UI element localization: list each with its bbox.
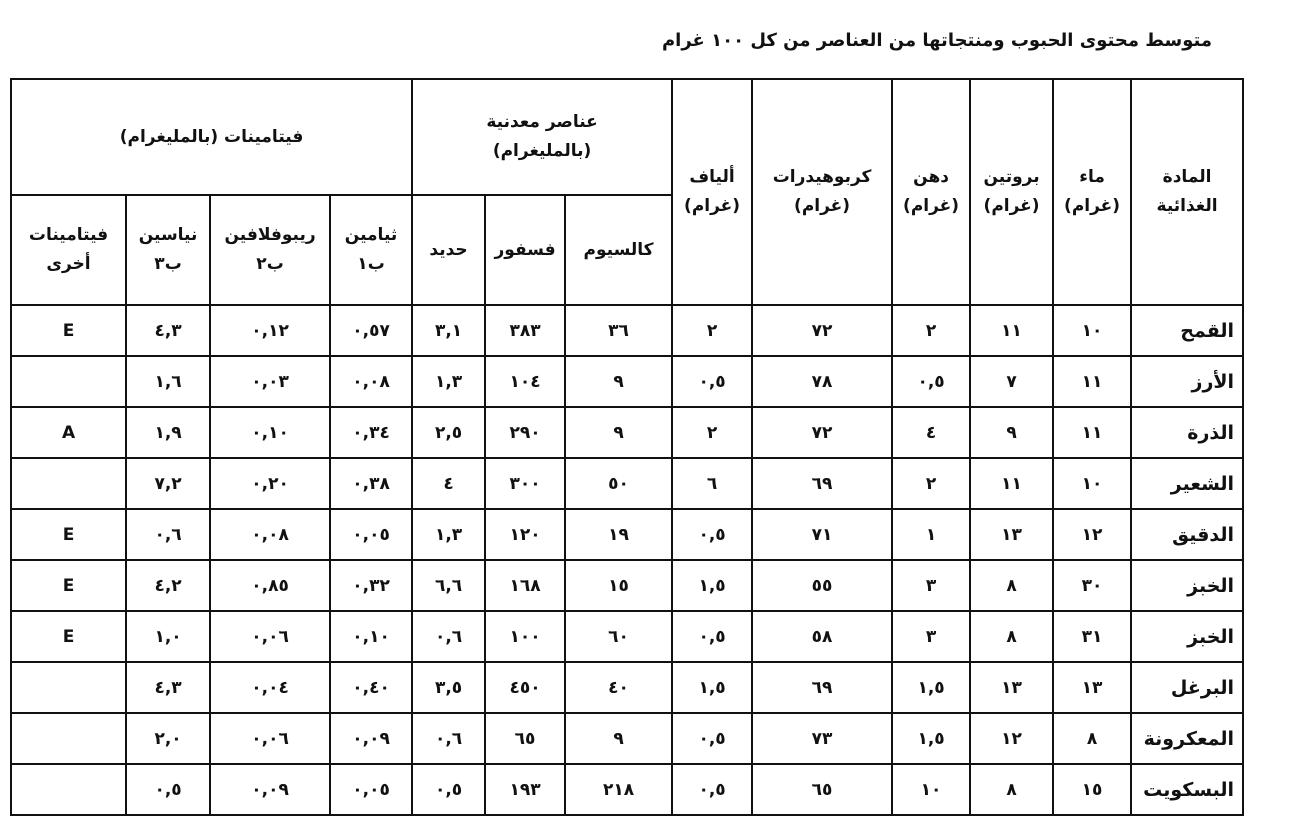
cell-iron: ٠,٦ [412, 713, 485, 764]
cell-calcium: ٩ [565, 713, 672, 764]
header-vitamin-b3: نياسين ب٣ [126, 195, 210, 305]
cell-vitamin-b3: ٤,٣ [126, 662, 210, 713]
cell-fiber: ١,٥ [672, 560, 752, 611]
cell-iron: ٠,٥ [412, 764, 485, 815]
cell-vitamin-b3: ٢,٠ [126, 713, 210, 764]
cell-phosphorus: ١٠٤ [485, 356, 565, 407]
cell-vitamin-b2: ٠,١٢ [210, 305, 330, 356]
header-water: ماء (غرام) [1053, 79, 1131, 305]
table-row [11, 560, 1243, 611]
cell-phosphorus: ١٩٣ [485, 764, 565, 815]
table-body [11, 305, 1243, 815]
cell-fat: ٠,٥ [892, 356, 970, 407]
cell-other-vitamins [11, 356, 126, 407]
cell-carbohydrates: ٦٩ [752, 662, 892, 713]
cell-fiber: ٠,٥ [672, 713, 752, 764]
table-row [11, 662, 1243, 713]
cell-water: ١٠ [1053, 305, 1131, 356]
cell-protein: ١٣ [970, 509, 1053, 560]
cell-vitamin-b1: ٠,٠٥ [330, 764, 412, 815]
header-fat: دهن (غرام) [892, 79, 970, 305]
cell-vitamin-b2: ٠,٠٦ [210, 713, 330, 764]
cell-other-vitamins: E [11, 509, 126, 560]
cell-protein: ٧ [970, 356, 1053, 407]
cell-other-vitamins [11, 764, 126, 815]
cell-vitamin-b1: ٠,٠٥ [330, 509, 412, 560]
cell-water: ١٢ [1053, 509, 1131, 560]
cell-phosphorus: ١٦٨ [485, 560, 565, 611]
cell-protein: ١٢ [970, 713, 1053, 764]
cell-calcium: ٣٦ [565, 305, 672, 356]
cell-vitamin-b1: ٠,٠٩ [330, 713, 412, 764]
cell-vitamin-b3: ٧,٢ [126, 458, 210, 509]
cell-calcium: ٩ [565, 356, 672, 407]
cell-phosphorus: ٤٥٠ [485, 662, 565, 713]
cell-carbohydrates: ٥٨ [752, 611, 892, 662]
cell-fat: ١,٥ [892, 713, 970, 764]
cell-food: المعكرونة [1131, 713, 1243, 764]
cell-phosphorus: ١٠٠ [485, 611, 565, 662]
cell-food: الخبز [1131, 560, 1243, 611]
nutrition-table [10, 78, 1244, 816]
header-minerals: عناصر معدنية (بالمليغرام) [412, 79, 672, 195]
cell-vitamin-b2: ٠,٢٠ [210, 458, 330, 509]
cell-calcium: ٩ [565, 407, 672, 458]
cell-fiber: ٦ [672, 458, 752, 509]
header-food: المادة الغذائية [1131, 79, 1243, 305]
table-row [11, 407, 1243, 458]
header-other-vitamins: فيتامينات أخرى [11, 195, 126, 305]
table-caption: متوسط محتوى الحبوب ومنتجاتها من العناصر من كل ١٠٠ غرام [661, 30, 1212, 51]
cell-water: ٨ [1053, 713, 1131, 764]
cell-fiber: ٠,٥ [672, 611, 752, 662]
header-carbohydrates: كربوهيدرات (غرام) [752, 79, 892, 305]
cell-fiber: ٠,٥ [672, 509, 752, 560]
cell-fat: ٣ [892, 611, 970, 662]
cell-iron: ٣,١ [412, 305, 485, 356]
cell-other-vitamins [11, 662, 126, 713]
cell-vitamin-b1: ٠,٣٤ [330, 407, 412, 458]
cell-iron: ١,٣ [412, 509, 485, 560]
cell-food: البسكويت [1131, 764, 1243, 815]
cell-fiber: ٢ [672, 407, 752, 458]
cell-iron: ٢,٥ [412, 407, 485, 458]
cell-water: ١١ [1053, 356, 1131, 407]
cell-calcium: ٥٠ [565, 458, 672, 509]
cell-other-vitamins: E [11, 305, 126, 356]
cell-carbohydrates: ٧٨ [752, 356, 892, 407]
cell-carbohydrates: ٧٣ [752, 713, 892, 764]
header-iron: حديد [412, 195, 485, 305]
cell-other-vitamins: A [11, 407, 126, 458]
cell-vitamin-b2: ٠,٠٦ [210, 611, 330, 662]
cell-vitamin-b3: ٠,٦ [126, 509, 210, 560]
cell-iron: ٤ [412, 458, 485, 509]
cell-fat: ١,٥ [892, 662, 970, 713]
cell-fiber: ٠,٥ [672, 356, 752, 407]
cell-water: ١٣ [1053, 662, 1131, 713]
cell-other-vitamins [11, 713, 126, 764]
cell-vitamin-b2: ٠,٠٤ [210, 662, 330, 713]
cell-vitamin-b2: ٠,٠٩ [210, 764, 330, 815]
cell-carbohydrates: ٦٩ [752, 458, 892, 509]
cell-protein: ١٣ [970, 662, 1053, 713]
table-row [11, 458, 1243, 509]
cell-food: البرغل [1131, 662, 1243, 713]
cell-fiber: ٢ [672, 305, 752, 356]
cell-fat: ٢ [892, 458, 970, 509]
cell-fiber: ١,٥ [672, 662, 752, 713]
table-row [11, 713, 1243, 764]
header-vitamins: فيتامينات (بالمليغرام) [11, 79, 412, 195]
header-row-1 [11, 79, 1243, 195]
cell-vitamin-b3: ٠,٥ [126, 764, 210, 815]
cell-phosphorus: ٣٨٣ [485, 305, 565, 356]
cell-water: ١٠ [1053, 458, 1131, 509]
cell-fat: ٢ [892, 305, 970, 356]
cell-carbohydrates: ٧٢ [752, 407, 892, 458]
cell-phosphorus: ٣٠٠ [485, 458, 565, 509]
cell-other-vitamins [11, 458, 126, 509]
cell-vitamin-b2: ٠,٨٥ [210, 560, 330, 611]
table-row [11, 764, 1243, 815]
cell-iron: ١,٣ [412, 356, 485, 407]
cell-carbohydrates: ٧١ [752, 509, 892, 560]
cell-phosphorus: ٢٩٠ [485, 407, 565, 458]
cell-calcium: ١٩ [565, 509, 672, 560]
cell-calcium: ٢١٨ [565, 764, 672, 815]
cell-vitamin-b1: ٠,١٠ [330, 611, 412, 662]
cell-vitamin-b2: ٠,٠٨ [210, 509, 330, 560]
cell-vitamin-b1: ٠,٣٨ [330, 458, 412, 509]
cell-iron: ٠,٦ [412, 611, 485, 662]
cell-protein: ٩ [970, 407, 1053, 458]
cell-protein: ٨ [970, 764, 1053, 815]
cell-protein: ٨ [970, 611, 1053, 662]
cell-calcium: ٤٠ [565, 662, 672, 713]
cell-water: ١١ [1053, 407, 1131, 458]
cell-fat: ٣ [892, 560, 970, 611]
cell-carbohydrates: ٥٥ [752, 560, 892, 611]
cell-calcium: ٦٠ [565, 611, 672, 662]
cell-food: الدقيق [1131, 509, 1243, 560]
cell-vitamin-b3: ٤,٢ [126, 560, 210, 611]
cell-vitamin-b2: ٠,٠٣ [210, 356, 330, 407]
cell-other-vitamins: E [11, 611, 126, 662]
cell-vitamin-b3: ١,٠ [126, 611, 210, 662]
cell-phosphorus: ١٢٠ [485, 509, 565, 560]
cell-food: القمح [1131, 305, 1243, 356]
cell-other-vitamins: E [11, 560, 126, 611]
header-calcium: كالسيوم [565, 195, 672, 305]
cell-vitamin-b1: ٠,٣٢ [330, 560, 412, 611]
table-row [11, 611, 1243, 662]
cell-fat: ١٠ [892, 764, 970, 815]
header-protein: بروتين (غرام) [970, 79, 1053, 305]
cell-carbohydrates: ٦٥ [752, 764, 892, 815]
table-row [11, 509, 1243, 560]
cell-water: ٣١ [1053, 611, 1131, 662]
cell-phosphorus: ٦٥ [485, 713, 565, 764]
cell-protein: ١١ [970, 305, 1053, 356]
table-row [11, 305, 1243, 356]
cell-vitamin-b1: ٠,٤٠ [330, 662, 412, 713]
cell-vitamin-b1: ٠,٠٨ [330, 356, 412, 407]
cell-vitamin-b3: ١,٦ [126, 356, 210, 407]
cell-carbohydrates: ٧٢ [752, 305, 892, 356]
cell-fat: ٤ [892, 407, 970, 458]
cell-vitamin-b3: ١,٩ [126, 407, 210, 458]
cell-fiber: ٠,٥ [672, 764, 752, 815]
cell-fat: ١ [892, 509, 970, 560]
cell-vitamin-b3: ٤,٣ [126, 305, 210, 356]
cell-food: الخبز [1131, 611, 1243, 662]
cell-vitamin-b1: ٠,٥٧ [330, 305, 412, 356]
cell-food: الذرة [1131, 407, 1243, 458]
header-phosphorus: فسفور [485, 195, 565, 305]
cell-protein: ١١ [970, 458, 1053, 509]
cell-calcium: ١٥ [565, 560, 672, 611]
cell-food: الشعير [1131, 458, 1243, 509]
table-row [11, 356, 1243, 407]
header-vitamin-b1: ثيامين ب١ [330, 195, 412, 305]
header-fiber: ألياف (غرام) [672, 79, 752, 305]
cell-food: الأرز [1131, 356, 1243, 407]
cell-iron: ٣,٥ [412, 662, 485, 713]
header-vitamin-b2: ريبوفلافين ب٢ [210, 195, 330, 305]
cell-protein: ٨ [970, 560, 1053, 611]
cell-water: ٣٠ [1053, 560, 1131, 611]
cell-water: ١٥ [1053, 764, 1131, 815]
cell-iron: ٦,٦ [412, 560, 485, 611]
cell-vitamin-b2: ٠,١٠ [210, 407, 330, 458]
